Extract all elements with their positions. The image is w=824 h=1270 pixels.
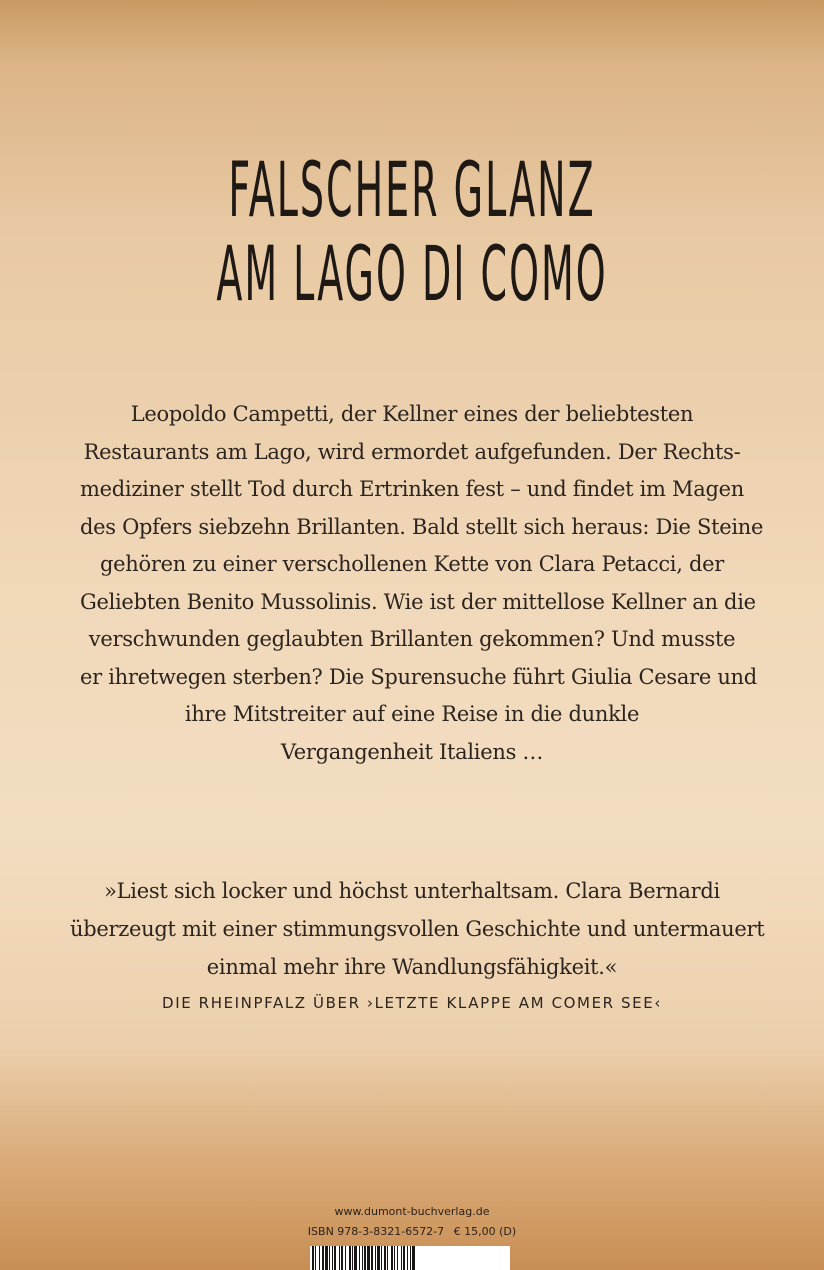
barcode-bar [352, 1246, 353, 1270]
quote-source: DIE RHEINPFALZ ÜBER ›LETZTE KLAPPE AM COMER SEE‹ [162, 994, 662, 1012]
barcode-bar [325, 1246, 328, 1270]
review-quote [70, 872, 765, 986]
barcode-bar [381, 1246, 382, 1270]
book-blurb [80, 396, 764, 771]
book-title [0, 145, 824, 318]
barcode-bar [362, 1246, 363, 1270]
publisher-url: www.dumont-buchverlag.de [334, 1205, 490, 1218]
barcode-bar [367, 1246, 370, 1270]
blurb-line: Leopoldo Campetti, der Kellner eines der beliebtesten [130, 402, 694, 426]
barcode-bar [375, 1246, 376, 1270]
blurb-line: verschwunden geglaubten Brillanten gekommen? Und musste [88, 627, 736, 651]
barcode-bar [387, 1246, 388, 1270]
barcode-bar [384, 1246, 386, 1270]
barcode-bar [322, 1246, 324, 1270]
barcode-bar [345, 1246, 346, 1270]
barcode-graphic [310, 1246, 510, 1270]
blurb-line: mediziner stellt Tod durch Ertrinken fest – und findet im Magen [80, 477, 744, 501]
barcode-bar [401, 1246, 402, 1270]
barcode-bar [319, 1246, 320, 1270]
price-text: € 15,00 (D) [453, 1225, 517, 1238]
blurb-line: Restaurants am Lago, wird ermordet aufgefunden. Der Rechts- [83, 439, 741, 464]
barcode-bar [339, 1246, 340, 1270]
barcode-bar [349, 1246, 351, 1270]
barcode-bar [334, 1246, 336, 1270]
blurb-line: Vergangenheit Italiens … [280, 739, 544, 764]
barcode-bar [359, 1246, 360, 1270]
barcode-bar [312, 1246, 314, 1270]
isbn-price-line [0, 1225, 824, 1238]
isbn-text: ISBN 978-3-8321-6572-7 [307, 1225, 445, 1238]
quote-line: einmal mehr ihre Wandlungsfähigkeit.« [206, 955, 618, 979]
barcode-bar [391, 1246, 393, 1270]
barcode-bar [329, 1246, 330, 1270]
barcode-bar [377, 1246, 380, 1270]
blurb-line: er ihretwegen sterben? Die Spurensuche führt Giulia Cesare und [80, 664, 757, 689]
blurb-line: des Opfers siebzehn Brillanten. Bald stellt sich heraus: Die Steine [80, 514, 764, 539]
blurb-line: Geliebten Benito Mussolinis. Wie ist der mittellose Kellner an die [80, 589, 756, 614]
barcode-bar [412, 1246, 415, 1270]
book-title-line-1: FALSCHER GLANZ [228, 145, 596, 234]
barcode [310, 1246, 510, 1270]
barcode-bar [354, 1246, 357, 1270]
barcode-bar [341, 1246, 343, 1270]
barcode-bar [397, 1246, 398, 1270]
blurb-line: ihre Mitstreiter auf eine Reise in die dunkle [184, 702, 640, 726]
barcode-bar [410, 1246, 411, 1270]
barcode-bar [407, 1246, 408, 1270]
blurb-line: gehören zu einer verschollenen Kette von Clara Petacci, der [100, 552, 724, 576]
book-title-line-2: AM LAGO DI COMO [216, 229, 608, 318]
quote-line: »Liest sich locker und höchst unterhaltsam. Clara Bernardi [104, 879, 720, 903]
barcode-bar [403, 1246, 405, 1270]
barcode-bar [364, 1246, 366, 1270]
barcode-bar [332, 1246, 333, 1270]
barcode-bar [394, 1246, 395, 1270]
barcode-bar [315, 1246, 316, 1270]
quote-line: überzeugt mit einer stimmungsvollen Geschichte und untermauert [70, 917, 765, 941]
barcode-bar [371, 1246, 373, 1270]
